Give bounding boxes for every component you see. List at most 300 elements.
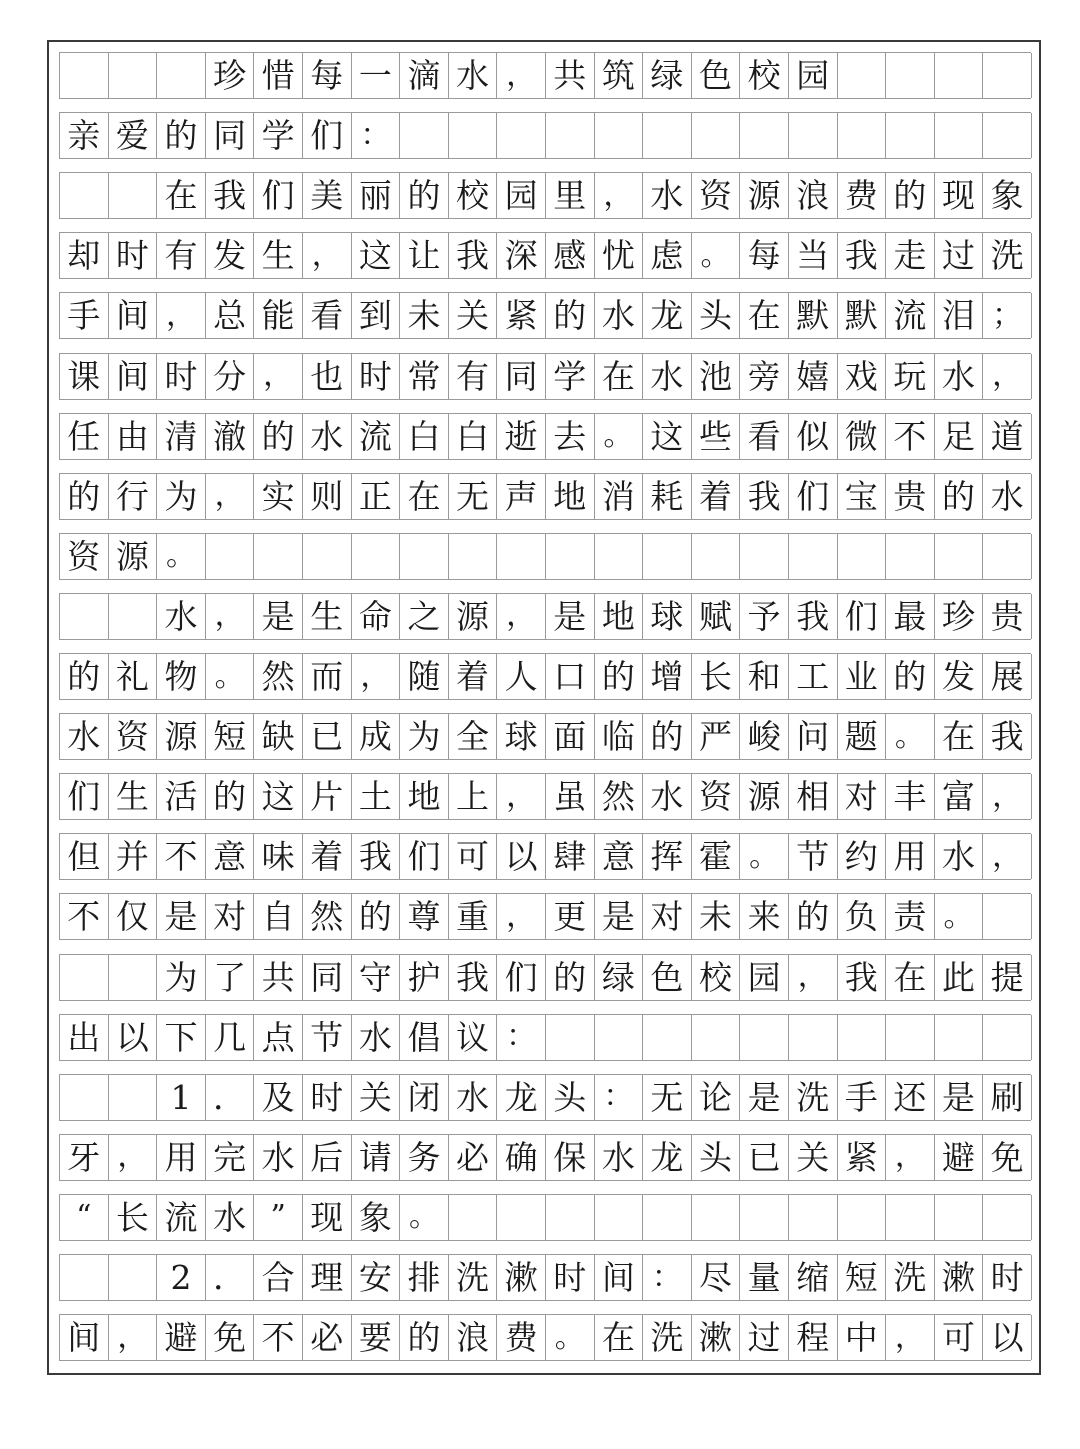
grid-cell xyxy=(400,534,449,579)
grid-cell: 未 xyxy=(400,293,449,338)
grid-cell: 论 xyxy=(692,1075,741,1120)
grid-cell: 土 xyxy=(352,774,401,819)
grid-cell: 这 xyxy=(254,774,303,819)
grid-cell: 同 xyxy=(303,955,352,1000)
grid-cell: 玩 xyxy=(886,354,935,399)
grid-cell: 间 xyxy=(109,354,158,399)
grid-cell: 美 xyxy=(303,173,352,218)
grid-cell: 学 xyxy=(546,354,595,399)
grid-cell: 片 xyxy=(303,774,352,819)
grid-cell: 共 xyxy=(546,53,595,98)
grid-cell: ， xyxy=(109,1315,158,1360)
grid-cell xyxy=(595,1195,644,1240)
grid-cell: 泪 xyxy=(935,293,984,338)
grid-cell: 合 xyxy=(254,1255,303,1300)
grid-cell: 能 xyxy=(254,293,303,338)
grid-cell: 可 xyxy=(935,1315,984,1360)
grid-cell xyxy=(497,1195,546,1240)
grid-cell: 足 xyxy=(935,414,984,459)
grid-cell: 随 xyxy=(400,654,449,699)
grid-cell xyxy=(303,534,352,579)
grid-cell: 在 xyxy=(740,293,789,338)
grid-cell: 时 xyxy=(352,354,401,399)
grid-cell: 头 xyxy=(692,1135,741,1180)
grid-cell: 地 xyxy=(400,774,449,819)
grid-cell xyxy=(109,955,158,1000)
grid-row xyxy=(59,653,1031,700)
grid-cell: 霍 xyxy=(692,834,741,879)
grid-cell: 地 xyxy=(546,474,595,519)
grid-row xyxy=(59,833,1031,880)
grid-cell: 以 xyxy=(109,1015,158,1060)
grid-cell: 排 xyxy=(400,1255,449,1300)
grid-cell: 守 xyxy=(352,955,401,1000)
grid-cell: 虽 xyxy=(546,774,595,819)
grid-cell: 则 xyxy=(303,474,352,519)
grid-cell: 校 xyxy=(740,53,789,98)
grid-cell: 不 xyxy=(886,414,935,459)
grid-cell: ， xyxy=(983,354,1032,399)
grid-cell: 共 xyxy=(254,955,303,1000)
grid-cell: 道 xyxy=(983,414,1032,459)
grid-row xyxy=(59,1254,1031,1301)
grid-cell: 流 xyxy=(886,293,935,338)
grid-cell: 水 xyxy=(595,1135,644,1180)
grid-cell: 珍 xyxy=(935,594,984,639)
grid-cell: ： xyxy=(595,1075,644,1120)
grid-cell: 生 xyxy=(109,774,158,819)
grid-cell: 们 xyxy=(60,774,109,819)
grid-row xyxy=(59,1074,1031,1121)
grid-cell: 责 xyxy=(886,894,935,939)
grid-cell: 然 xyxy=(254,654,303,699)
grid-cell: 安 xyxy=(352,1255,401,1300)
grid-cell: 生 xyxy=(303,594,352,639)
grid-cell xyxy=(935,53,984,98)
grid-cell: 球 xyxy=(497,714,546,759)
grid-cell: 龙 xyxy=(643,1135,692,1180)
grid-cell xyxy=(692,534,741,579)
grid-cell: 源 xyxy=(740,774,789,819)
grid-cell: 程 xyxy=(789,1315,838,1360)
grid-cell: 我 xyxy=(838,233,887,278)
grid-cell: 到 xyxy=(352,293,401,338)
grid-cell: 同 xyxy=(206,113,255,158)
grid-cell: 关 xyxy=(449,293,498,338)
grid-cell: 园 xyxy=(740,955,789,1000)
grid-cell: 是 xyxy=(254,594,303,639)
grid-cell: 是 xyxy=(546,594,595,639)
grid-cell: 默 xyxy=(789,293,838,338)
grid-cell xyxy=(740,534,789,579)
grid-cell: 浪 xyxy=(449,1315,498,1360)
grid-cell: 看 xyxy=(303,293,352,338)
grid-cell: 过 xyxy=(740,1315,789,1360)
grid-cell: 费 xyxy=(838,173,887,218)
grid-cell: ， xyxy=(206,474,255,519)
grid-row xyxy=(59,473,1031,520)
grid-cell: 逝 xyxy=(497,414,546,459)
grid-cell: 是 xyxy=(935,1075,984,1120)
grid-cell xyxy=(983,53,1032,98)
grid-cell: 却 xyxy=(60,233,109,278)
grid-cell: 发 xyxy=(206,233,255,278)
grid-cell: 绿 xyxy=(595,955,644,1000)
grid-cell: 资 xyxy=(692,774,741,819)
grid-cell: ， xyxy=(983,834,1032,879)
grid-cell: 尽 xyxy=(692,1255,741,1300)
grid-cell: 间 xyxy=(109,293,158,338)
grid-cell: 耗 xyxy=(643,474,692,519)
grid-cell: 下 xyxy=(157,1015,206,1060)
grid-cell xyxy=(838,534,887,579)
grid-cell: 水 xyxy=(254,1135,303,1180)
grid-cell: 然 xyxy=(303,894,352,939)
grid-cell: 虑 xyxy=(643,233,692,278)
grid-cell: 缺 xyxy=(254,714,303,759)
grid-cell xyxy=(838,1195,887,1240)
grid-cell: 是 xyxy=(740,1075,789,1120)
grid-cell: 去 xyxy=(546,414,595,459)
grid-cell xyxy=(983,1195,1032,1240)
grid-cell: 时 xyxy=(109,233,158,278)
grid-cell: 们 xyxy=(303,113,352,158)
grid-cell: 校 xyxy=(449,173,498,218)
grid-row xyxy=(59,1194,1031,1241)
grid-cell: 免 xyxy=(983,1135,1032,1180)
grid-cell xyxy=(692,113,741,158)
grid-cell xyxy=(109,1255,158,1300)
grid-cell: 当 xyxy=(789,233,838,278)
grid-cell xyxy=(546,1195,595,1240)
grid-cell: 临 xyxy=(595,714,644,759)
grid-row xyxy=(59,52,1031,99)
grid-cell: 的 xyxy=(352,894,401,939)
grid-cell: 分 xyxy=(206,354,255,399)
grid-cell: 短 xyxy=(206,714,255,759)
grid-cell: 为 xyxy=(400,714,449,759)
grid-cell: 。 xyxy=(935,894,984,939)
grid-cell: 免 xyxy=(206,1315,255,1360)
grid-cell: 增 xyxy=(643,654,692,699)
grid-cell: 似 xyxy=(789,414,838,459)
grid-cell: 。 xyxy=(206,654,255,699)
grid-cell: 时 xyxy=(983,1255,1032,1300)
grid-cell xyxy=(60,173,109,218)
grid-cell: 牙 xyxy=(60,1135,109,1180)
grid-cell: 由 xyxy=(109,414,158,459)
grid-cell: 象 xyxy=(983,173,1032,218)
grid-cell: 业 xyxy=(838,654,887,699)
grid-cell: 在 xyxy=(400,474,449,519)
grid-cell: ， xyxy=(497,774,546,819)
grid-cell: 然 xyxy=(595,774,644,819)
grid-cell: 成 xyxy=(352,714,401,759)
grid-cell: 资 xyxy=(109,714,158,759)
grid-cell: 赋 xyxy=(692,594,741,639)
grid-cell: ， xyxy=(157,293,206,338)
grid-cell: 务 xyxy=(400,1135,449,1180)
grid-cell: 每 xyxy=(740,233,789,278)
grid-cell xyxy=(497,113,546,158)
grid-cell: ： xyxy=(643,1255,692,1300)
grid-cell xyxy=(109,1075,158,1120)
grid-cell: 避 xyxy=(935,1135,984,1180)
grid-cell: 工 xyxy=(789,654,838,699)
grid-cell: 峻 xyxy=(740,714,789,759)
grid-cell: ， xyxy=(886,1315,935,1360)
grid-cell: 出 xyxy=(60,1015,109,1060)
grid-cell xyxy=(789,1015,838,1060)
grid-cell: 的 xyxy=(157,113,206,158)
grid-cell xyxy=(254,534,303,579)
grid-cell: 2 xyxy=(157,1255,206,1300)
grid-cell xyxy=(400,113,449,158)
grid-cell xyxy=(109,594,158,639)
grid-cell: ， xyxy=(109,1135,158,1180)
grid-cell: 微 xyxy=(838,414,887,459)
grid-cell: 里 xyxy=(546,173,595,218)
grid-cell xyxy=(838,1015,887,1060)
grid-cell xyxy=(60,53,109,98)
grid-cell: 面 xyxy=(546,714,595,759)
grid-cell: 紧 xyxy=(497,293,546,338)
grid-cell: 严 xyxy=(692,714,741,759)
grid-cell: 在 xyxy=(157,173,206,218)
grid-cell: 些 xyxy=(692,414,741,459)
grid-cell: 默 xyxy=(838,293,887,338)
grid-cell: 的 xyxy=(400,173,449,218)
grid-cell: 们 xyxy=(838,594,887,639)
grid-cell xyxy=(546,1015,595,1060)
grid-cell: 亲 xyxy=(60,113,109,158)
grid-cell xyxy=(546,534,595,579)
grid-cell xyxy=(789,534,838,579)
grid-row xyxy=(59,353,1031,400)
grid-cell: 意 xyxy=(595,834,644,879)
grid-cell: ： xyxy=(352,113,401,158)
grid-cell: 的 xyxy=(789,894,838,939)
grid-cell: 戏 xyxy=(838,354,887,399)
grid-cell: ， xyxy=(983,774,1032,819)
grid-cell: 滴 xyxy=(400,53,449,98)
grid-cell: 提 xyxy=(983,955,1032,1000)
grid-cell: 避 xyxy=(157,1315,206,1360)
grid-cell: 不 xyxy=(254,1315,303,1360)
grid-cell: 了 xyxy=(206,955,255,1000)
grid-cell: 水 xyxy=(60,714,109,759)
grid-cell: 活 xyxy=(157,774,206,819)
grid-cell: 节 xyxy=(303,1015,352,1060)
grid-cell: 洗 xyxy=(789,1075,838,1120)
grid-row xyxy=(59,713,1031,760)
grid-cell: 白 xyxy=(400,414,449,459)
grid-cell: 我 xyxy=(789,594,838,639)
grid-cell: 手 xyxy=(60,293,109,338)
grid-cell: 水 xyxy=(643,173,692,218)
grid-cell: 在 xyxy=(935,714,984,759)
grid-cell: 的 xyxy=(935,474,984,519)
grid-cell: 忧 xyxy=(595,233,644,278)
grid-cell: 园 xyxy=(497,173,546,218)
grid-cell: ： xyxy=(497,1015,546,1060)
grid-cell: 间 xyxy=(60,1315,109,1360)
grid-cell: 洗 xyxy=(449,1255,498,1300)
grid-cell xyxy=(838,113,887,158)
grid-cell: 洗 xyxy=(983,233,1032,278)
grid-cell: 们 xyxy=(254,173,303,218)
grid-cell: ， xyxy=(497,594,546,639)
grid-cell: 理 xyxy=(303,1255,352,1300)
grid-cell: 护 xyxy=(400,955,449,1000)
grid-cell: 缩 xyxy=(789,1255,838,1300)
grid-cell: 这 xyxy=(643,414,692,459)
grid-cell: 水 xyxy=(935,354,984,399)
grid-cell: 不 xyxy=(157,834,206,879)
grid-cell: 议 xyxy=(449,1015,498,1060)
grid-cell: 题 xyxy=(838,714,887,759)
grid-cell: 我 xyxy=(352,834,401,879)
grid-cell: 要 xyxy=(352,1315,401,1360)
grid-cell: 间 xyxy=(595,1255,644,1300)
grid-cell xyxy=(497,534,546,579)
grid-cell: ， xyxy=(886,1135,935,1180)
grid-cell: 物 xyxy=(157,654,206,699)
grid-cell: 的 xyxy=(400,1315,449,1360)
grid-cell: 的 xyxy=(546,955,595,1000)
grid-cell xyxy=(595,1015,644,1060)
grid-cell: 水 xyxy=(983,474,1032,519)
grid-cell xyxy=(740,1195,789,1240)
grid-cell: 请 xyxy=(352,1135,401,1180)
grid-cell: 更 xyxy=(546,894,595,939)
grid-cell: 头 xyxy=(692,293,741,338)
grid-cell: 我 xyxy=(206,173,255,218)
grid-cell: ； xyxy=(983,293,1032,338)
grid-cell: 龙 xyxy=(643,293,692,338)
grid-cell: 我 xyxy=(983,714,1032,759)
grid-cell: 源 xyxy=(740,173,789,218)
grid-cell: 上 xyxy=(449,774,498,819)
grid-cell: 水 xyxy=(643,354,692,399)
grid-cell: 后 xyxy=(303,1135,352,1180)
grid-cell: 尊 xyxy=(400,894,449,939)
grid-cell: 的 xyxy=(60,474,109,519)
grid-cell: 白 xyxy=(449,414,498,459)
grid-cell: 色 xyxy=(643,955,692,1000)
grid-cell: 仅 xyxy=(109,894,158,939)
grid-cell: 行 xyxy=(109,474,158,519)
grid-cell: 象 xyxy=(352,1195,401,1240)
grid-cell xyxy=(643,113,692,158)
grid-cell: 约 xyxy=(838,834,887,879)
grid-cell: 刷 xyxy=(983,1075,1032,1120)
grid-cell: 确 xyxy=(497,1135,546,1180)
grid-cell xyxy=(60,594,109,639)
grid-cell: 是 xyxy=(157,894,206,939)
grid-cell: 珍 xyxy=(206,53,255,98)
grid-cell: 长 xyxy=(109,1195,158,1240)
grid-cell: 们 xyxy=(497,955,546,1000)
grid-cell xyxy=(546,113,595,158)
grid-cell: 有 xyxy=(157,233,206,278)
grid-row xyxy=(59,292,1031,339)
grid-cell: 实 xyxy=(254,474,303,519)
grid-cell xyxy=(789,113,838,158)
grid-row xyxy=(59,773,1031,820)
grid-cell: 常 xyxy=(400,354,449,399)
grid-row xyxy=(59,893,1031,940)
grid-cell: 资 xyxy=(692,173,741,218)
grid-cell: 着 xyxy=(692,474,741,519)
grid-cell: 必 xyxy=(449,1135,498,1180)
grid-cell: 我 xyxy=(838,955,887,1000)
grid-cell: 为 xyxy=(157,955,206,1000)
grid-cell: 的 xyxy=(595,654,644,699)
grid-cell: 味 xyxy=(254,834,303,879)
grid-cell: 澈 xyxy=(206,414,255,459)
grid-row xyxy=(59,172,1031,219)
grid-cell: 绿 xyxy=(643,53,692,98)
grid-cell xyxy=(692,1015,741,1060)
grid-cell: 现 xyxy=(303,1195,352,1240)
grid-cell: 每 xyxy=(303,53,352,98)
grid-cell: 学 xyxy=(254,113,303,158)
grid-cell: 着 xyxy=(449,654,498,699)
grid-cell xyxy=(449,113,498,158)
grid-cell: 源 xyxy=(449,594,498,639)
grid-cell: 关 xyxy=(789,1135,838,1180)
grid-cell: 时 xyxy=(546,1255,595,1300)
grid-cell: 自 xyxy=(254,894,303,939)
grid-cell: 时 xyxy=(303,1075,352,1120)
grid-cell: ， xyxy=(352,654,401,699)
grid-row xyxy=(59,232,1031,279)
grid-cell: 清 xyxy=(157,414,206,459)
grid-cell xyxy=(886,1195,935,1240)
grid-cell: ， xyxy=(789,955,838,1000)
grid-cell: ， xyxy=(303,233,352,278)
grid-cell: 节 xyxy=(789,834,838,879)
grid-cell xyxy=(935,1015,984,1060)
grid-cell xyxy=(595,534,644,579)
grid-cell: 洗 xyxy=(643,1315,692,1360)
grid-cell xyxy=(983,113,1032,158)
grid-cell: 生 xyxy=(254,233,303,278)
grid-cell xyxy=(449,534,498,579)
grid-cell xyxy=(206,534,255,579)
grid-cell: 在 xyxy=(595,354,644,399)
grid-cell: 旁 xyxy=(740,354,789,399)
grid-cell: 。 xyxy=(595,414,644,459)
grid-cell: 必 xyxy=(303,1315,352,1360)
grid-cell: 们 xyxy=(400,834,449,879)
grid-cell: 而 xyxy=(303,654,352,699)
grid-cell: 用 xyxy=(157,1135,206,1180)
grid-cell: ． xyxy=(206,1075,255,1120)
grid-cell: 。 xyxy=(157,534,206,579)
grid-cell: 完 xyxy=(206,1135,255,1180)
grid-cell xyxy=(886,53,935,98)
grid-cell: 头 xyxy=(546,1075,595,1120)
grid-cell xyxy=(886,113,935,158)
grid-row xyxy=(59,1014,1031,1061)
grid-cell: 深 xyxy=(497,233,546,278)
grid-cell: 水 xyxy=(935,834,984,879)
grid-cell: 命 xyxy=(352,594,401,639)
grid-cell: 走 xyxy=(886,233,935,278)
grid-cell: 口 xyxy=(546,654,595,699)
